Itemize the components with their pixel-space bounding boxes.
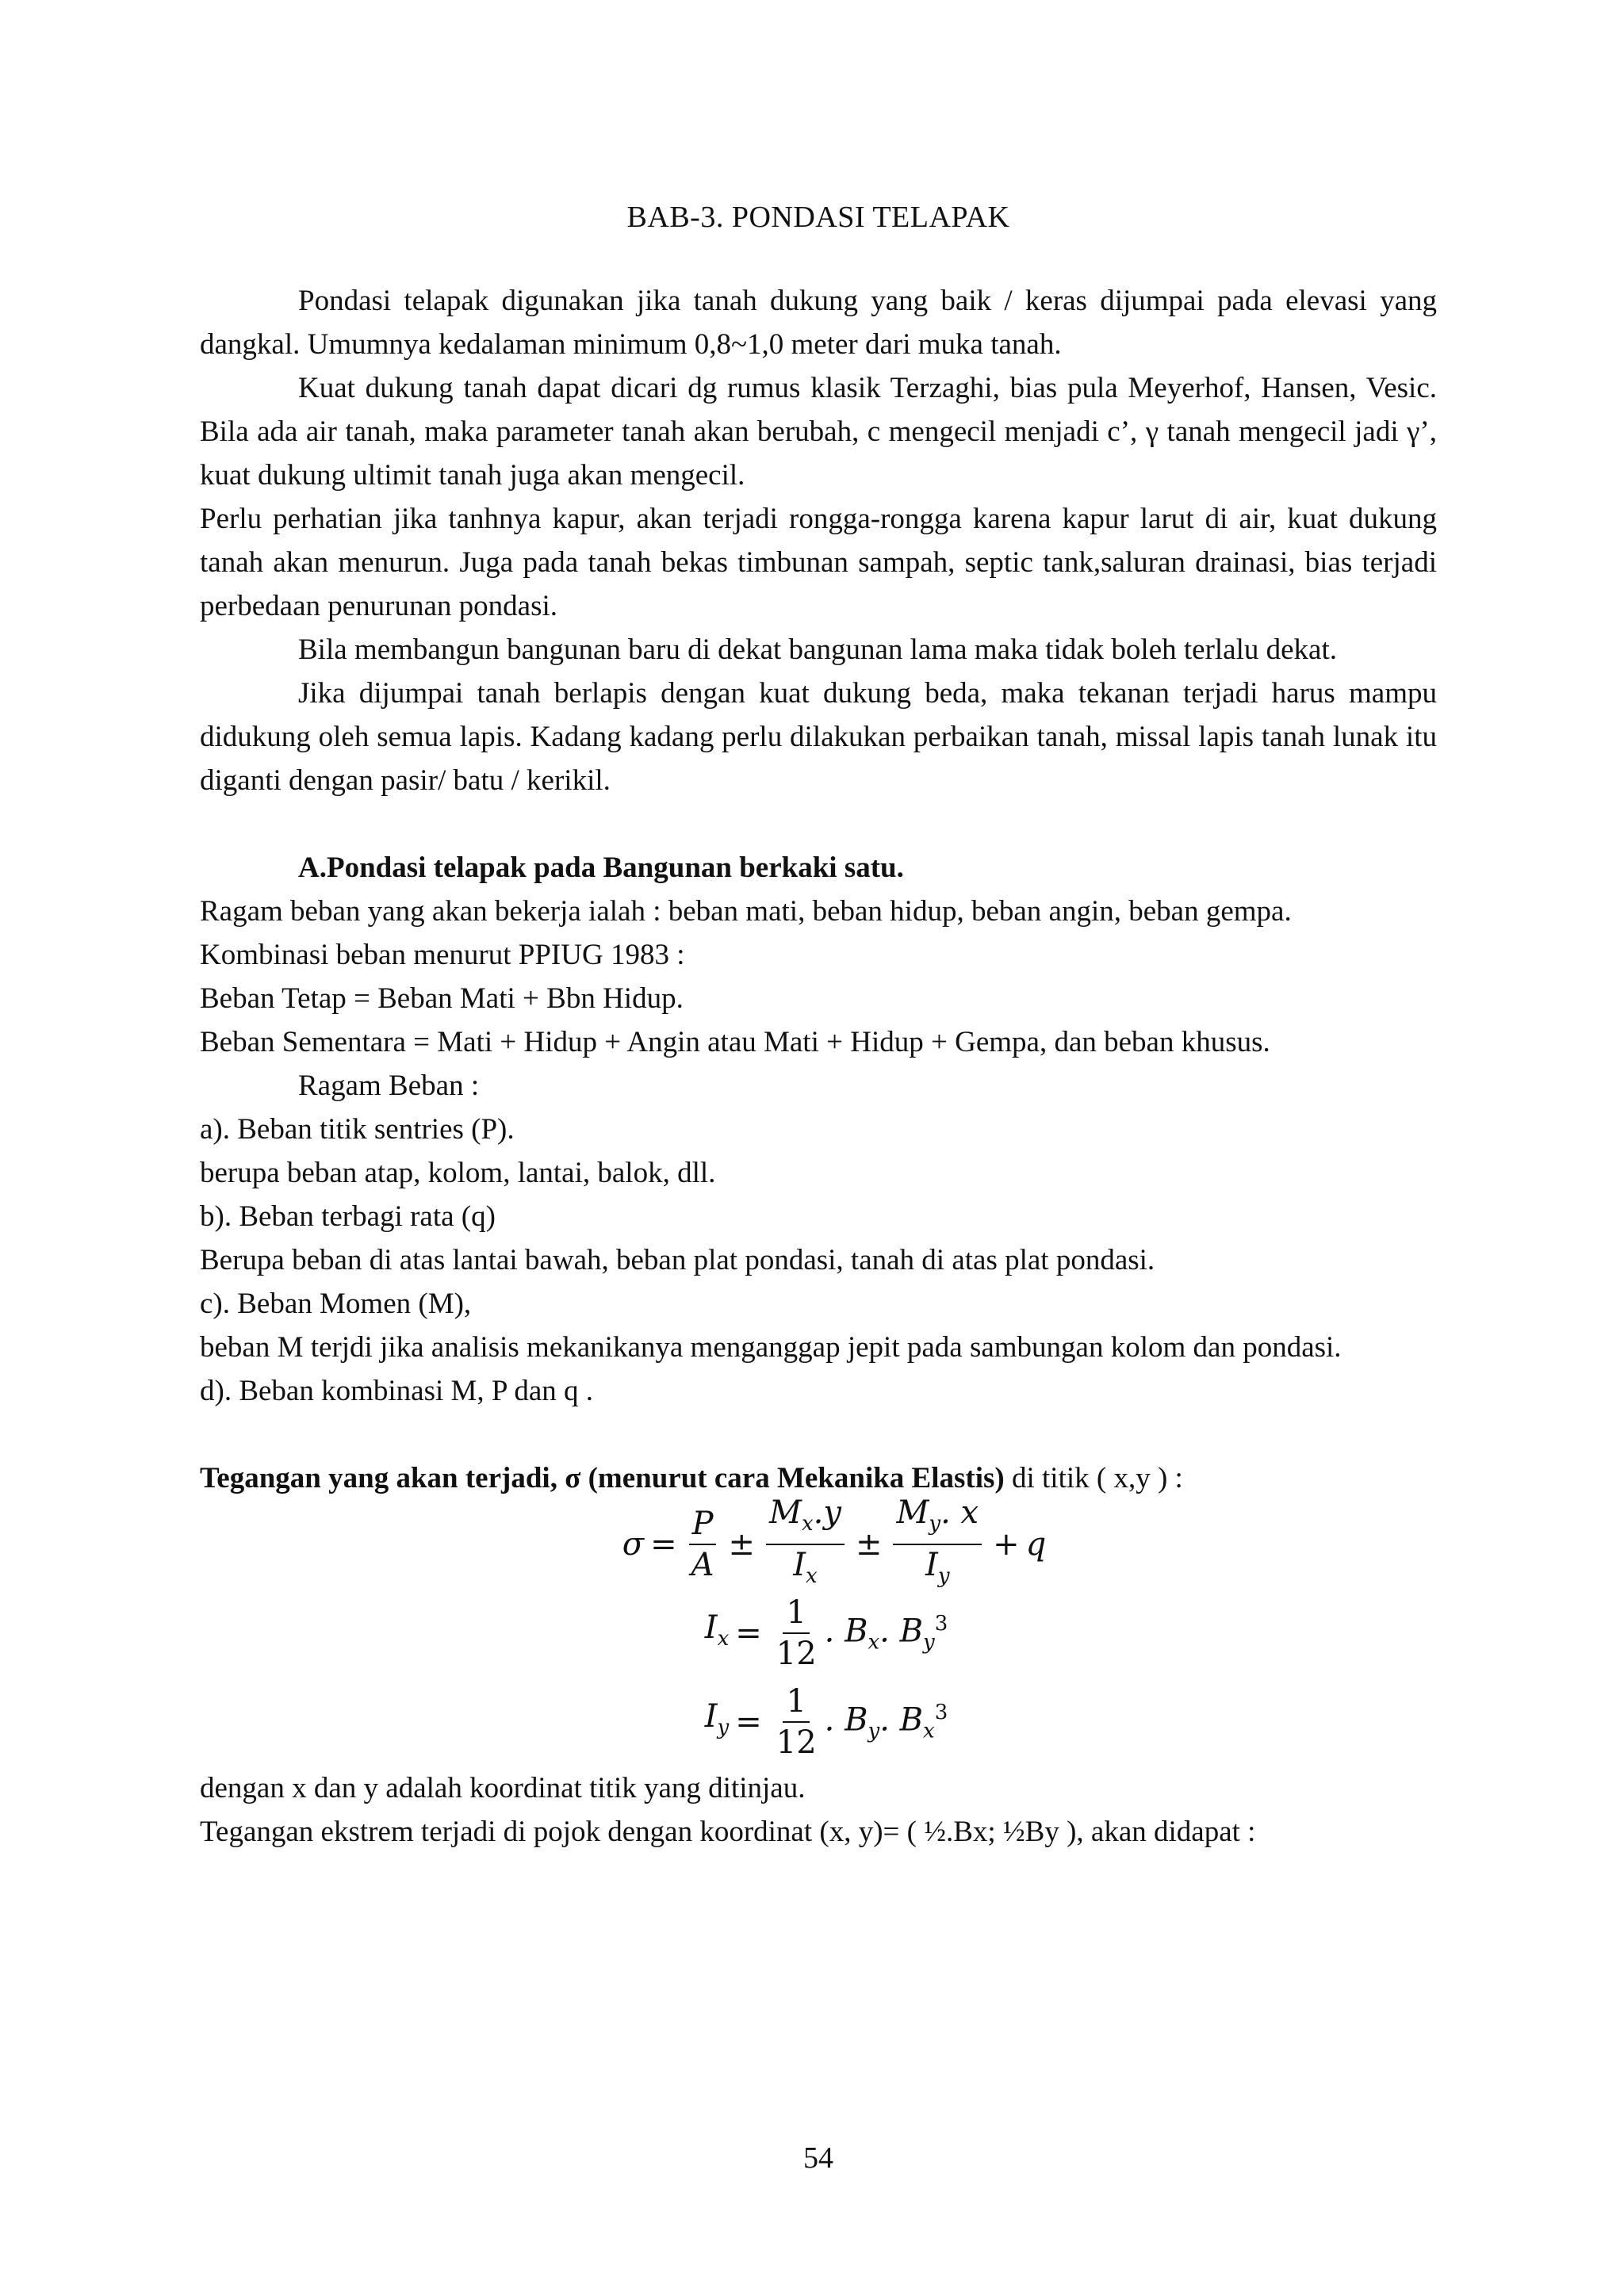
load-item-d: d). Beban kombinasi M, P dan q . — [200, 1375, 594, 1407]
fraction-numerator: 1 — [783, 1594, 809, 1634]
ix-equation — [200, 1589, 1437, 1678]
section-a-line-2: Kombinasi beban menurut PPIUG 1983 : — [200, 939, 685, 971]
fraction-numerator: P — [689, 1506, 717, 1545]
iy-equation — [200, 1678, 1437, 1766]
paragraph-1: Pondasi telapak digunakan jika tanah dukung yang baik / keras dijumpai pada elevasi yang dangkal. Umumnya kedalaman minimum 0,8~1,0 meter dari muka tanah. — [200, 285, 1437, 361]
load-item-a: a). Beban titik sentries (P). — [200, 1113, 515, 1146]
document-page — [200, 0, 1437, 2296]
stress-heading-bold: Tegangan yang akan terjadi, σ (menurut cara Mekanika Elastis) — [200, 1462, 1005, 1494]
fraction-numerator: $M_x.y$ — [766, 1494, 845, 1545]
paragraph-5: Jika dijumpai tanah berlapis dengan kuat dukung beda, maka tekanan terjadi harus mampu didukung oleh semua lapis. Kadang kadang perlu dilakukan perbaikan tanah, missal lapis tanah lunak itu diganti dengan pasir/ batu / kerikil. — [200, 677, 1437, 797]
eq-q: q — [1025, 1525, 1047, 1563]
eq-equals: = — [735, 1614, 762, 1651]
eq-equals: = — [735, 1703, 762, 1740]
load-item-c: c). Beban Momen (M), — [200, 1288, 472, 1320]
fraction-one-twelfth — [773, 1594, 820, 1672]
fraction-p-over-a — [688, 1506, 718, 1583]
eq-plus: + — [993, 1525, 1020, 1563]
fraction-denominator: 12 — [776, 1636, 817, 1672]
equation-block — [200, 1494, 1437, 1766]
extreme-stress-note: Tegangan ekstrem terjadi di pojok dengan koordinat (x, y)= ( ½.Bx; ½By ), akan didapat : — [200, 1816, 1256, 1848]
eq-iy-rhs: . $B_y$. $B_x^3$ — [824, 1700, 948, 1743]
eq-iy: $I_y$ — [704, 1697, 730, 1739]
fraction-mx-term — [766, 1494, 845, 1594]
load-item-c-desc: beban M terjdi jika analisis mekanikanya menganggap jepit pada sambungan kolom dan pondasi. — [200, 1331, 1342, 1364]
document-body — [200, 279, 1437, 1854]
fraction-denominator: $I_x$ — [793, 1547, 818, 1588]
stress-heading-rest: di titik ( x,y ) : — [1004, 1462, 1183, 1494]
paragraph-2: Kuat dukung tanah dapat dicari dg rumus klasik Terzaghi, bias pula Meyerhof, Hansen, Vesic. Bila ada air tanah, maka parameter tanah akan berubah, c mengecil menjadi c’, γ tanah mengecil jadi γ’, kuat dukung ultimit tanah juga akan mengecil. — [200, 372, 1437, 492]
eq-sigma: σ — [622, 1525, 645, 1563]
fraction-my-term — [893, 1494, 982, 1594]
section-a-line-1: Ragam beban yang akan bekerja ialah : beban mati, beban hidup, beban angin, beban gempa. — [200, 895, 1292, 928]
spacer — [200, 802, 1437, 846]
eq-plus-minus: ± — [855, 1525, 883, 1563]
fraction-numerator: 1 — [783, 1683, 809, 1723]
fraction-one-twelfth — [773, 1683, 820, 1761]
stress-equation — [200, 1494, 1437, 1589]
paragraph-4: Bila membangun bangunan baru di dekat bangunan lama maka tidak boleh terlalu dekat. — [298, 633, 1337, 666]
page-number: 54 — [803, 2141, 833, 2175]
load-item-a-desc: berupa beban atap, kolom, lantai, balok, dll. — [200, 1157, 716, 1189]
eq-equals: = — [650, 1525, 677, 1563]
eq-ix-rhs: . $B_x$. $B_y^3$ — [824, 1611, 948, 1655]
load-item-b: b). Beban terbagi rata (q) — [200, 1200, 496, 1233]
load-item-b-desc: Berupa beban di atas lantai bawah, beban plat pondasi, tanah di atas plat pondasi. — [200, 1244, 1155, 1276]
ragam-beban-heading: Ragam Beban : — [298, 1070, 480, 1102]
section-a-line-3: Beban Tetap = Beban Mati + Bbn Hidup. — [200, 982, 684, 1015]
spacer — [200, 1413, 1437, 1456]
stress-heading — [200, 1456, 1437, 1500]
section-a-line-4: Beban Sementara = Mati + Hidup + Angin atau Mati + Hidup + Gempa, dan beban khusus. — [200, 1026, 1270, 1058]
eq-plus-minus: ± — [728, 1525, 755, 1563]
coordinate-note: dengan x dan y adalah koordinat titik yang ditinjau. — [200, 1772, 806, 1804]
fraction-denominator: $I_y$ — [925, 1547, 950, 1588]
paragraph-3: Perlu perhatian jika tanhnya kapur, akan terjadi rongga-rongga karena kapur larut di air, kuat dukung tanah akan menurun. Juga pada tanah bekas timbunan sampah, septic tank,saluran drainasi, bias terjadi perbedaan penurunan pondasi. — [200, 503, 1437, 622]
fraction-denominator: A — [691, 1547, 714, 1583]
section-a-heading: A.Pondasi telapak pada Bangunan berkaki satu. — [298, 851, 904, 884]
fraction-denominator: 12 — [776, 1724, 817, 1761]
eq-ix: $I_x$ — [704, 1609, 730, 1651]
fraction-numerator: $M_y$. x — [893, 1494, 982, 1545]
chapter-title: BAB-3. PONDASI TELAPAK — [626, 201, 1010, 234]
